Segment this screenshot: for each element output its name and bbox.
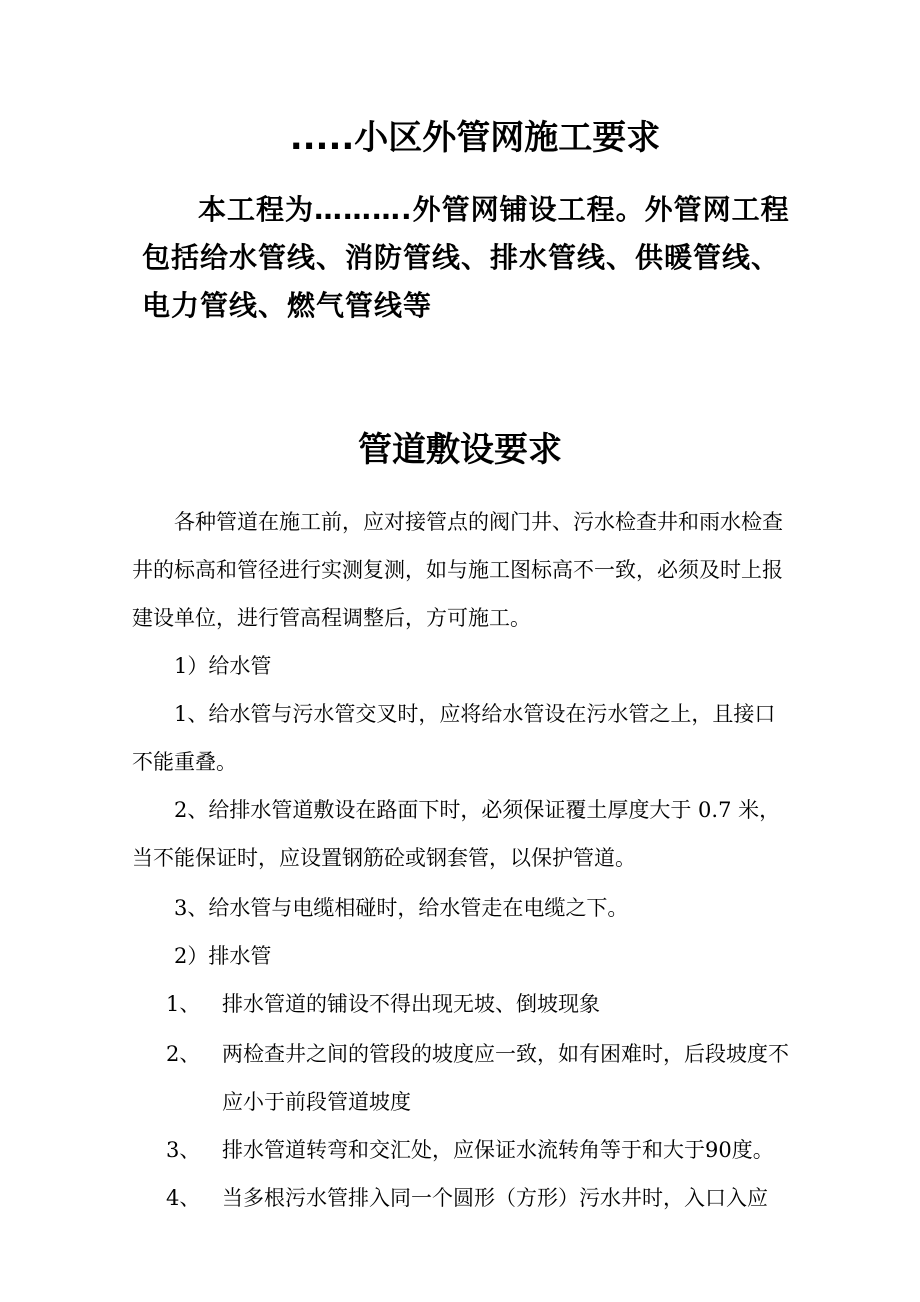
lead-paragraph: 各种管道在施工前，应对接管点的阀门井、污水检查井和雨水检查井的标高和管径进行实测复测，如与施工图标高不一致，必须及时上报建设单位，进行管高程调整后，方可施工。 <box>132 510 783 630</box>
drainage-heading: 2）排水管 <box>174 944 272 968</box>
drainage-item-text: 排水管道转弯和交汇处，应保证水流转角等于和大于90度。 <box>222 1138 774 1162</box>
drainage-item-text: 当多根污水管排入同一个圆形（方形）污水井时，入口入应 <box>222 1186 768 1210</box>
drainage-item-number: 2、 <box>166 1042 201 1066</box>
drainage-item-number: 1、 <box>166 992 201 1016</box>
intro-paragraph: 本工程为……….外管网铺设工程。外管网工程包括给水管线、消防管线、排水管线、供暖管线、电力管线、燃气管线等 <box>142 193 790 322</box>
drainage-item-number: 4、 <box>166 1186 201 1210</box>
water-supply-heading: 1）给水管 <box>174 654 272 678</box>
section-title: 管道敷设要求 <box>358 430 562 470</box>
drainage-item-text: 排水管道的铺设不得出现无坡、倒坡现象 <box>222 992 600 1016</box>
water-supply-item-2: 2、给排水管道敷设在路面下时，必须保证覆土厚度大于 0.7 米，当不能保证时，应设置钢筋砼或钢套管，以保护管道。 <box>132 798 781 870</box>
document-title: .....小区外管网施工要求 <box>289 118 661 158</box>
drainage-item-text: 两检查井之间的管段的坡度应一致，如有困难时，后段坡度不应小于前段管道坡度 <box>222 1042 789 1114</box>
water-supply-item-3: 3、给水管与电缆相碰时，给水管走在电缆之下。 <box>174 896 629 920</box>
water-supply-item-1: 1、给水管与污水管交叉时，应将给水管设在污水管之上，且接口不能重叠。 <box>132 702 776 774</box>
drainage-item-number: 3、 <box>166 1138 201 1162</box>
